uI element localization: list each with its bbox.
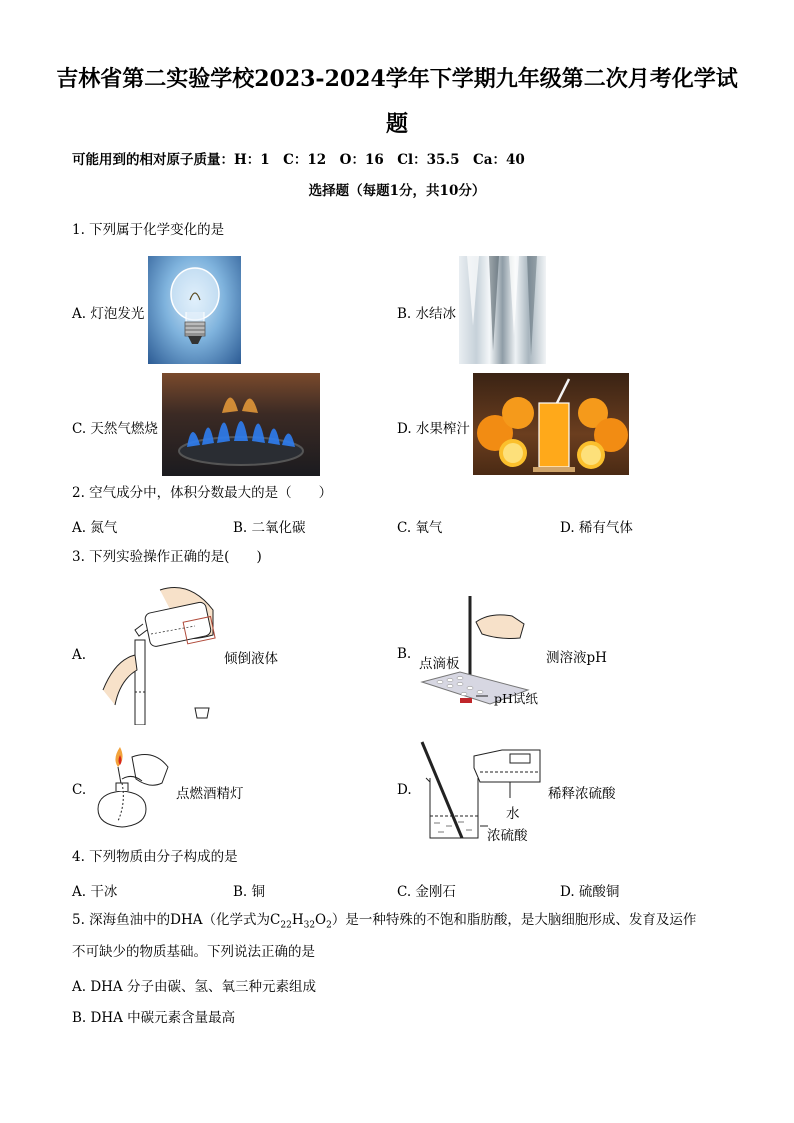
q3-option-c-letter[interactable]: C.	[72, 782, 87, 798]
q2-option-a[interactable]: A. 氮气	[72, 520, 118, 536]
page-title-continued: 题	[385, 111, 408, 137]
q2-option-c[interactable]: C. 氧气	[397, 520, 443, 536]
q3-option-a-letter[interactable]: A.	[72, 647, 87, 663]
atomic-masses: 可能用到的相对原子质量：H：1 C：12 O：16 Cl：35.5 Ca：40	[72, 152, 525, 168]
fruit-juice-image	[473, 373, 629, 475]
q1-option-c[interactable]: C. 天然气燃烧	[72, 421, 158, 437]
pouring-liquid-diagram	[95, 580, 220, 725]
q4-option-b[interactable]: B. 铜	[233, 884, 266, 900]
q3-option-b-caption: 测溶液pH	[546, 650, 607, 666]
q1-option-b[interactable]: B. 水结冰	[397, 306, 457, 322]
q4-stem: 4. 下列物质由分子构成的是	[72, 849, 238, 865]
q2-stem: 2. 空气成分中，体积分数最大的是（ ）	[72, 485, 333, 501]
q3-option-c-caption: 点燃酒精灯	[176, 786, 244, 802]
q1-option-d[interactable]: D. 水果榨汁	[397, 421, 470, 437]
q5-stem: 5. 深海鱼油中的DHA（化学式为$C_{22}H_{32}O_2$）是一种特殊的不饱和脂肪酸，是大脑细胞形成、发育及运作	[72, 912, 697, 931]
q3-option-a-caption: 倾倒液体	[224, 651, 278, 667]
gas-flame-image	[162, 373, 320, 476]
q5-option-b[interactable]: B. DHA 中碳元素含量最高	[72, 1010, 236, 1026]
q2-option-b[interactable]: B. 二氧化碳	[233, 520, 306, 536]
q3-d-acid-label: 浓硫酸	[487, 828, 528, 844]
q3-stem: 3. 下列实验操作正确的是( )	[72, 549, 262, 565]
q3-option-b-letter[interactable]: B.	[397, 646, 412, 662]
q2-option-d[interactable]: D. 稀有气体	[560, 520, 633, 536]
q5-option-a[interactable]: A. DHA 分子由碳、氢、氧三种元素组成	[72, 979, 316, 995]
light-bulb-image	[148, 256, 241, 364]
q4-option-d[interactable]: D. 硫酸铜	[560, 884, 620, 900]
q5-stem-line2: 不可缺少的物质基础。下列说法正确的是	[72, 944, 315, 960]
q3-option-d-caption: 稀释浓硫酸	[548, 786, 616, 802]
icicles-image	[459, 256, 546, 364]
alcohol-lamp-diagram	[92, 743, 174, 833]
q3-b-plate-label: 点滴板	[419, 656, 460, 672]
q3-option-d-letter[interactable]: D.	[397, 782, 412, 798]
q1-stem: 1. 下列属于化学变化的是	[72, 222, 225, 238]
q3-d-water-label: 水	[506, 806, 520, 822]
page-title: 吉林省第二实验学校2023-2024学年下学期九年级第二次月考化学试	[56, 66, 738, 92]
q4-option-a[interactable]: A. 干冰	[72, 884, 118, 900]
q1-option-a[interactable]: A. 灯泡发光	[72, 306, 145, 322]
q4-option-c[interactable]: C. 金刚石	[397, 884, 456, 900]
q3-b-paper-label: pH试纸	[494, 691, 538, 706]
section-header: 选择题（每题1分，共10分）	[308, 183, 486, 199]
